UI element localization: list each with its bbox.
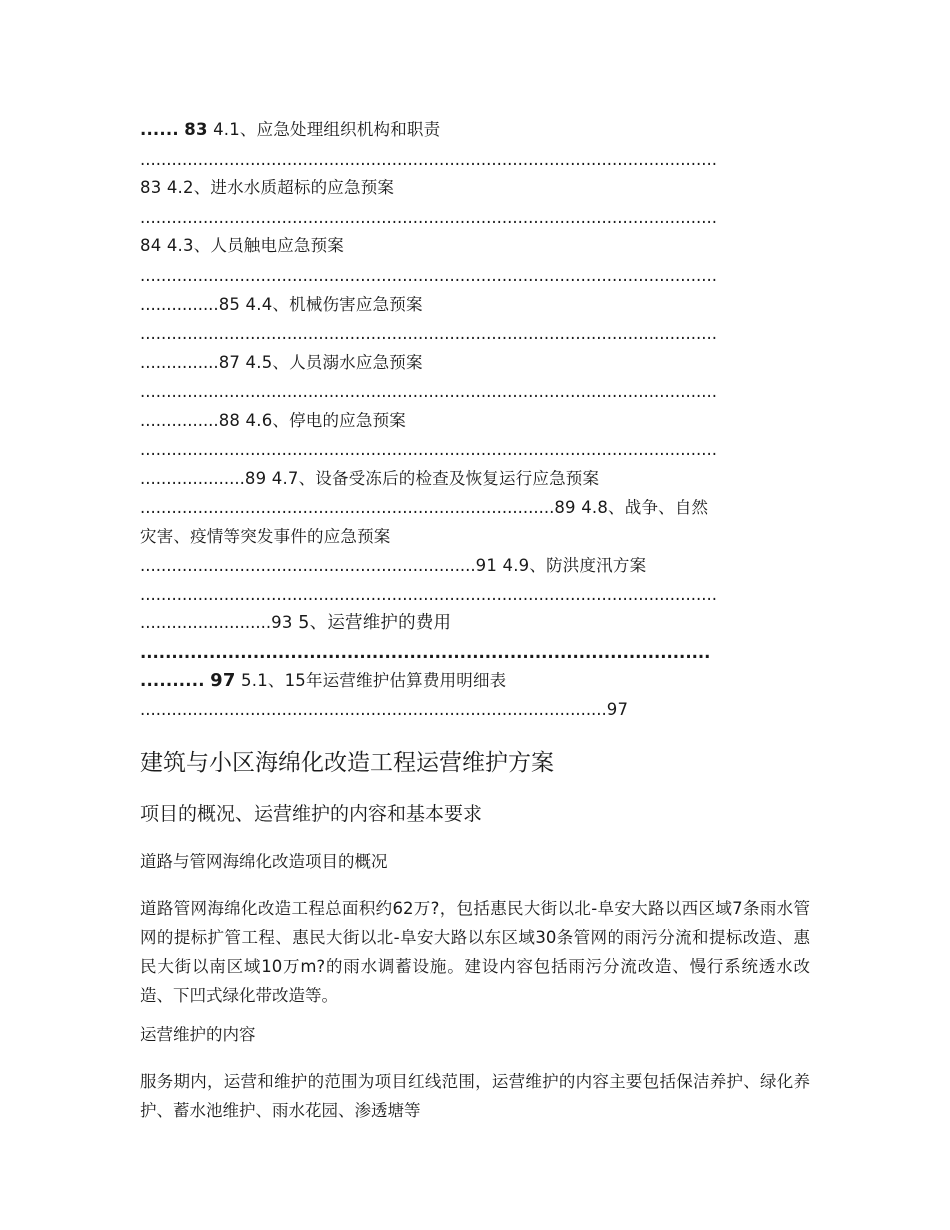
toc-leader-row: .............................................................................................................. [140,324,717,343]
toc-page-number: 97 [606,700,629,719]
toc-title: 4.9、防洪度汛方案 [502,556,647,575]
toc-page-number: 91 [475,556,498,575]
toc-title: 4.3、人员触电应急预案 [166,236,344,255]
toc-page-number: 93 [271,613,293,632]
toc-page-number: 85 [218,295,241,314]
toc-leader-dots: ...... [140,120,179,139]
toc-page-number: 89 [244,469,267,488]
toc-leader-row: .............................................................................................................. [140,440,717,459]
toc-entry-4-3[interactable] [140,234,810,258]
toc-title: 4.8、战争、自然 [581,498,709,517]
toc-entry-4-9[interactable] [140,554,810,578]
toc-title: 4.5、人员溺水应急预案 [245,353,423,372]
toc-leader-row: .............................................................................................................. [140,382,717,401]
toc-entry-5-1[interactable] [140,669,810,693]
toc-leader-row: .............................................................................................................. [140,150,717,169]
toc-leader-dots: ............... [140,411,219,430]
toc-leader-dots: ................................................................ [140,556,476,575]
toc-title: 4.1、应急处理组织机构和职责 [213,120,441,139]
toc-title: 4.7、设备受冻后的检查及恢复运行应急预案 [271,469,600,488]
toc-entry-4-2[interactable] [140,176,810,200]
toc-entry-4-5[interactable] [140,351,810,375]
toc-page-number: 88 [218,411,241,430]
toc-page-number: 83 [184,120,208,139]
toc-leader-dots: ............................................................................... [140,498,555,517]
toc-entry-5-1-page[interactable] [140,698,810,722]
toc-leader-row: .............................................................................................................. [140,585,717,604]
toc-title: 4.2、进水水质超标的应急预案 [166,178,395,197]
toc-entry-4-1[interactable] [140,118,810,142]
paragraph: 服务期内，运营和维护的范围为项目红线范围，运营维护的内容主要包括保洁养护、绿化养护、蓄水池维护、雨水花园、渗透塘等 [140,1072,810,1120]
document-title: 建筑与小区海绵化改造工程运营维护方案 [140,750,554,776]
toc-leader-dots: .................... [140,469,245,488]
toc-leader-dots: ......................................................................................... [140,700,607,719]
toc-page-number: 83 [140,178,162,197]
toc-entry-4-8[interactable] [140,496,810,520]
toc-leader-dots: ............... [140,353,219,372]
subsection-heading: 运营维护的内容 [140,1025,256,1044]
subsection-heading: 道路与管网海绵化改造项目的概况 [140,852,388,871]
toc-leader-row: .............................................................................................................. [140,208,717,227]
toc-page-number: 89 [554,498,576,517]
toc-entry-4-8-continued[interactable] [140,525,810,549]
toc-entry-4-7[interactable] [140,467,810,491]
toc-leader-dots: ............... [140,295,219,314]
toc-entry-5[interactable] [140,611,810,635]
toc-title: 4.6、停电的应急预案 [245,411,406,430]
toc-page-number: 87 [218,353,241,372]
toc-title: 4.4、机械伤害应急预案 [245,295,423,314]
toc-page-number: 84 [140,236,162,255]
toc-leader-dots: .......... [140,671,205,690]
toc-entry-4-4[interactable] [140,293,810,317]
toc-page-number: 97 [210,670,236,691]
paragraph: 道路管网海绵化改造工程总面积约62万?，包括惠民大街以北-阜安大路以西区域7条雨水管网的提标扩管工程、惠民大街以北-阜安大路以东区域30条管网的雨污分流和提标改造、惠民大街以南区域10万m?的雨水调蓄设施。建设内容包括雨污分流改造、慢行系统透水改造、下凹式绿化带改造等。 [140,899,810,1005]
toc-title: 灾害、疫情等突发事件的应急预案 [140,527,391,546]
toc-title: 5、运营维护的费用 [298,613,452,633]
toc-leader-dots: ......................... [140,613,272,632]
toc-leader-row: .............................................................................................................. [140,266,717,285]
toc-entry-4-6[interactable] [140,409,810,433]
toc-leader-row: ........................................................................................... [140,643,711,662]
section-heading: 项目的概况、运营维护的内容和基本要求 [140,803,483,825]
toc-title: 5.1、15年运营维护估算费用明细表 [241,671,507,690]
